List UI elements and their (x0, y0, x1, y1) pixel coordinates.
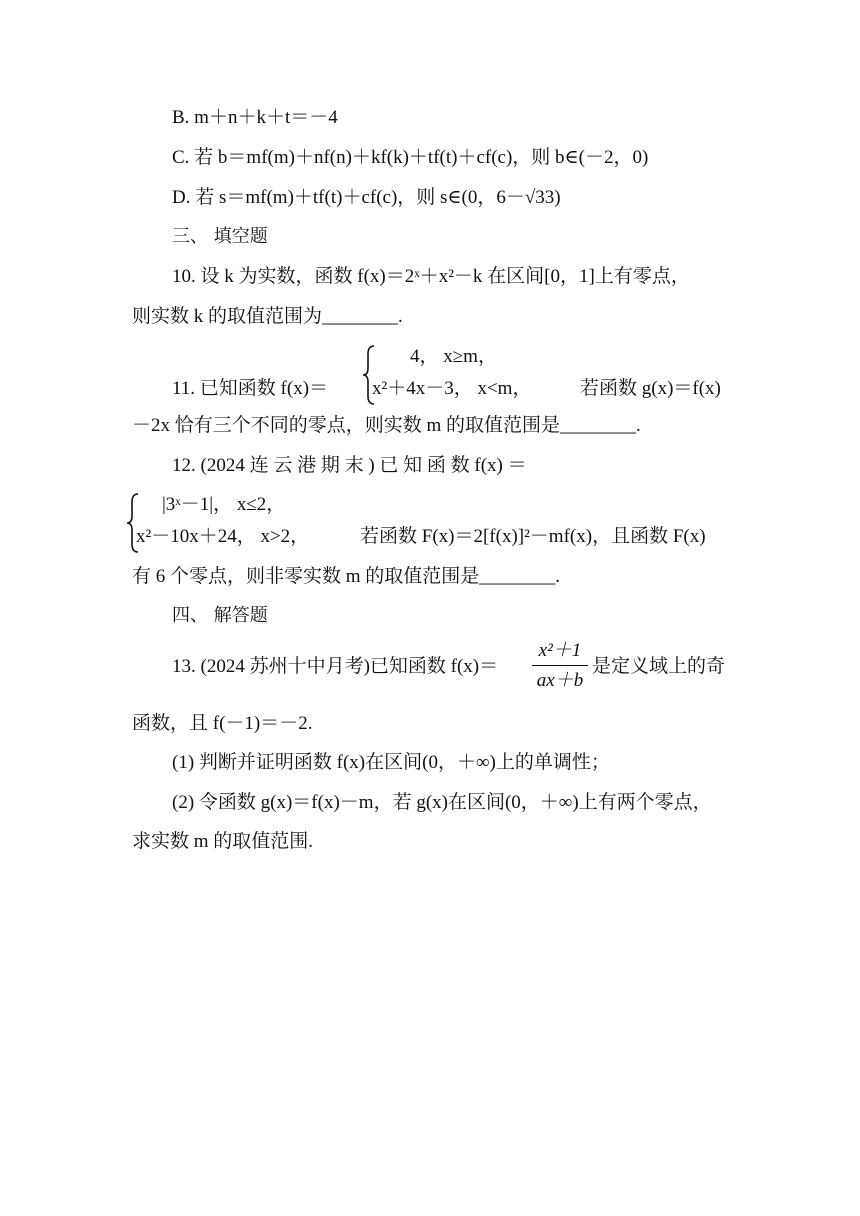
question-13-part2-line1: (2) 令函数 g(x)＝f(x)－m，若 g(x)在区间(0，＋∞)上有两个零点， (172, 792, 712, 813)
question-12-line1: 12. (2024 连 云 港 期 末 ) 已 知 函 数 f(x) ＝ (172, 455, 527, 476)
question-13-part2-line2: 求实数 m 的取值范围. (132, 831, 314, 852)
question-12-case1: |3ˣ－1|， x≤2， (162, 494, 286, 515)
option-d: D. 若 s＝mf(m)＋tf(t)＋cf(c)，则 s∈(0，6－√33) (172, 187, 561, 208)
question-12-tail: 若函数 F(x)＝2[f(x)]²－mf(x)，且函数 F(x) (360, 526, 706, 547)
question-11-lead: 11. 已知函数 f(x)＝ (172, 378, 329, 399)
section-answer-title: 四、 解答题 (172, 605, 268, 626)
question-13-line2: 函数，且 f(－1)＝－2. (132, 713, 313, 734)
question-12-case2: x²－10x＋24， x>2， (136, 526, 310, 547)
fraction-denominator: ax＋b (536, 670, 584, 691)
question-10-line1: 10. 设 k 为实数，函数 f(x)＝2ˣ＋x²－k 在区间[0，1]上有零点， (172, 266, 690, 287)
fraction-numerator: x²＋1 (538, 640, 582, 661)
question-11-case1: 4， x≥m， (410, 346, 497, 367)
question-11-tail: 若函数 g(x)＝f(x) (580, 378, 721, 399)
option-b: B. m＋n＋k＋t＝－4 (172, 107, 338, 128)
question-11-case2: x²＋4x－3， x<m， (372, 378, 532, 399)
question-12-line3: 有 6 个零点，则非零实数 m 的取值范围是________. (132, 566, 561, 587)
question-10-line2: 则实数 k 的取值范围为________. (132, 306, 403, 327)
fraction-bar (532, 665, 588, 666)
option-c: C. 若 b＝mf(m)＋nf(n)＋kf(k)＋tf(t)＋cf(c)，则 b∈(－2，0) (172, 147, 649, 168)
question-13-tail: 是定义域上的奇 (592, 656, 726, 677)
question-13-lead: 13. (2024 苏州十中月考)已知函数 f(x)＝ (172, 656, 499, 677)
section-fill-in-title: 三、 填空题 (172, 226, 268, 247)
question-11-line2: －2x 恰有三个不同的零点，则实数 m 的取值范围是________. (132, 415, 641, 436)
question-13-part1: (1) 判断并证明函数 f(x)在区间(0，＋∞)上的单调性； (172, 752, 610, 773)
